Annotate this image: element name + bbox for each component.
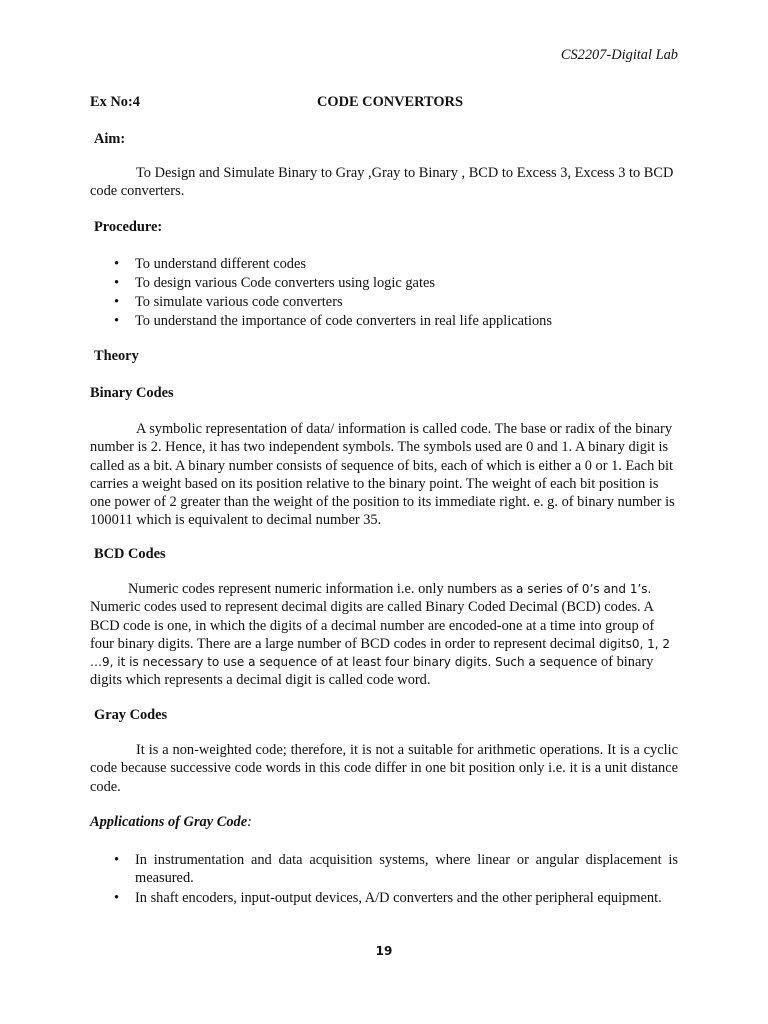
binary-codes-heading: Binary Codes <box>90 385 174 401</box>
list-item: • To understand the importance of code converters in real life applications <box>90 312 678 331</box>
bcd-text-part: Numeric codes represent numeric information i.e. only numbers as <box>128 581 517 597</box>
bcd-codes-text <box>90 580 678 690</box>
applications-list <box>90 851 678 908</box>
binary-codes-text: A symbolic representation of data/ information is called code. The base or radix of the binary number is 2. Hence, it has two independent symbols. The symbols used are 0 and 1. A binary digit is called as a bit. A binary number consists of sequence of bits, each of which is either a 0 or 1. Each bit carries a weight based on its position relative to the binary point. The weight of each bit position is one power of 2 greater than the weight of the position to its immediate right. e. g. of binary number is 100011 which is equivalent to decimal number 35. <box>90 421 675 529</box>
list-item: • In shaft encoders, input-output devices, A/D converters and the other peripheral equipment. <box>90 889 678 907</box>
procedure-list <box>90 255 678 331</box>
bcd-text-part: Numeric codes used to represent decimal digits are called Binary Coded Decimal (BCD) codes. A BCD code is one, in which the digits of a decimal number are encoded-one at a time into group of four binary digits. There are a large number of BCD codes in order to represent decimal <box>90 599 655 652</box>
aim-text: To Design and Simulate Binary to Gray ,Gray to Binary , BCD to Excess 3, Excess 3 to BCD code converters. <box>90 165 674 200</box>
bcd-codes-heading: BCD Codes <box>94 546 166 562</box>
applications-heading <box>90 814 252 831</box>
running-header: CS2207-Digital Lab <box>560 47 678 63</box>
gray-codes-heading: Gray Codes <box>94 707 168 723</box>
procedure-heading: Procedure: <box>94 219 163 235</box>
list-item: • To simulate various code converters <box>90 293 678 312</box>
bcd-text-part: of binary digits which represents a decimal digit is called code word. <box>90 654 654 689</box>
exercise-number: Ex No:4 <box>90 94 140 110</box>
list-item: • To design various Code converters using logic gates <box>90 274 678 293</box>
applications-heading-text: Applications of Gray Code <box>90 814 248 830</box>
list-item: • To understand different codes <box>90 255 678 274</box>
page-title: CODE CONVERTORS <box>317 94 463 110</box>
theory-heading: Theory <box>94 348 139 364</box>
gray-codes-text: It is a non-weighted code; therefore, it is not a suitable for arithmetic operations. It is a cyclic code because successive code words in this code differ in one bit position only i.e. it is a unit distance code. <box>90 742 678 795</box>
bcd-text-part: a series of 0’s and 1’s. <box>516 582 652 596</box>
list-item: • In instrumentation and data acquisition systems, where linear or angular displacement is measured. <box>90 851 678 888</box>
applications-heading-colon: : <box>247 814 252 830</box>
bcd-text-part: digits0, 1, 2 …9, it is necessary to use a sequence of at least four binary digits. Such a sequence <box>90 636 670 670</box>
page-number: 19 <box>375 944 393 958</box>
aim-heading: Aim: <box>94 131 126 147</box>
